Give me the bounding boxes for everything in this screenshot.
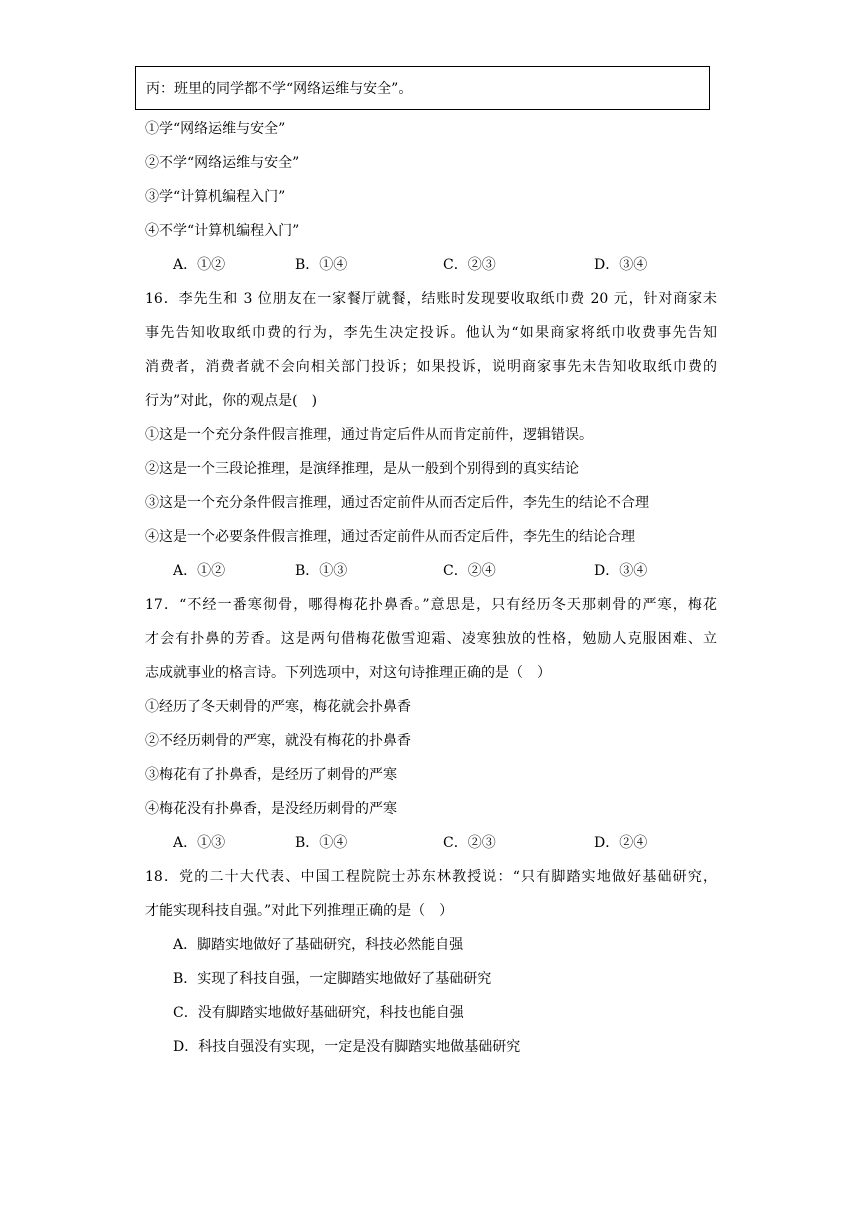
q16-item-4: ④这是一个必要条件假言推理，通过否定前件从而否定后件，李先生的结论合理 — [145, 529, 635, 545]
q16-stem-line-2: 事先告知收取纸巾费的行为，李先生决定投诉。他认为“如果商家将纸巾收费事先告知 — [145, 325, 717, 341]
q16-stem-line-4: 行为”对此，你的观点是( ) — [145, 393, 318, 409]
condition-box-bing: 丙：班里的同学都不学“网络运维与安全”。 — [135, 66, 710, 110]
q15-item-3: ③学“计算机编程入门” — [145, 189, 286, 205]
q15-item-1: ①学“网络运维与安全” — [145, 121, 286, 137]
q17-item-4: ④梅花没有扑鼻香，是没经历刺骨的严寒 — [145, 801, 397, 817]
q15-option-b: B．①④ — [295, 257, 348, 273]
q15-item-2: ②不学“网络运维与安全” — [145, 155, 300, 171]
q18-stem-line-2: 才能实现科技自强。”对此下列推理正确的是（ ） — [145, 903, 454, 919]
q15-option-a: A．①② — [173, 257, 226, 273]
q16-stem-line-1: 16．李先生和 3 位朋友在一家餐厅就餐，结账时发现要收取纸巾费 20 元，针对商家未 — [145, 291, 717, 307]
q15-option-d: D．③④ — [594, 257, 648, 273]
q16-option-d: D．③④ — [594, 563, 648, 579]
q17-stem-line-1: 17．“不经一番寒彻骨，哪得梅花扑鼻香。”意思是，只有经历冬天那刺骨的严寒，梅花 — [145, 597, 717, 613]
q16-item-2: ②这是一个三段论推理，是演绎推理，是从一般到个别得到的真实结论 — [145, 461, 579, 477]
q16-item-1: ①这是一个充分条件假言推理，通过肯定后件从而肯定前件，逻辑错误。 — [145, 427, 593, 443]
q15-options — [173, 255, 733, 275]
q18-option-c: C．没有脚踏实地做好基础研究，科技也能自强 — [173, 1005, 464, 1021]
q18-option-b: B．实现了科技自强，一定脚踏实地做好了基础研究 — [173, 971, 492, 987]
q18-option-a: A．脚踏实地做好了基础研究，科技必然能自强 — [173, 937, 464, 953]
q17-option-a: A．①③ — [173, 835, 226, 851]
q16-option-b: B．①③ — [295, 563, 348, 579]
q16-option-a: A．①② — [173, 563, 226, 579]
q17-option-d: D．②④ — [594, 835, 648, 851]
q17-item-1: ①经历了冬天刺骨的严寒，梅花就会扑鼻香 — [145, 699, 411, 715]
q17-item-3: ③梅花有了扑鼻香，是经历了刺骨的严寒 — [145, 767, 397, 783]
q16-options — [173, 561, 733, 581]
q17-option-c: C．②③ — [443, 835, 496, 851]
q17-stem-line-2: 才会有扑鼻的芳香。这是两句借梅花傲雪迎霜、凌寒独放的性格，勉励人克服困难、立 — [145, 631, 717, 647]
q18-stem-line-1: 18．党的二十大代表、中国工程院院士苏东林教授说：“只有脚踏实地做好基础研究， — [145, 869, 717, 885]
q16-item-3: ③这是一个充分条件假言推理，通过否定前件从而否定后件，李先生的结论不合理 — [145, 495, 649, 511]
q15-option-c: C．②③ — [443, 257, 496, 273]
q17-stem-line-3: 志成就事业的格言诗。下列选项中，对这句诗推理正确的是（ ） — [145, 665, 551, 681]
q18-option-d: D．科技自强没有实现，一定是没有脚踏实地做基础研究 — [173, 1039, 521, 1055]
q15-item-4: ④不学“计算机编程入门” — [145, 223, 300, 239]
q17-item-2: ②不经历刺骨的严寒，就没有梅花的扑鼻香 — [145, 733, 411, 749]
q17-option-b: B．①④ — [295, 835, 348, 851]
q16-option-c: C．②④ — [443, 563, 496, 579]
q16-stem-line-3: 消费者，消费者就不会向相关部门投诉；如果投诉，说明商家事先未告知收取纸巾费的 — [145, 359, 717, 375]
q17-options — [173, 833, 733, 853]
